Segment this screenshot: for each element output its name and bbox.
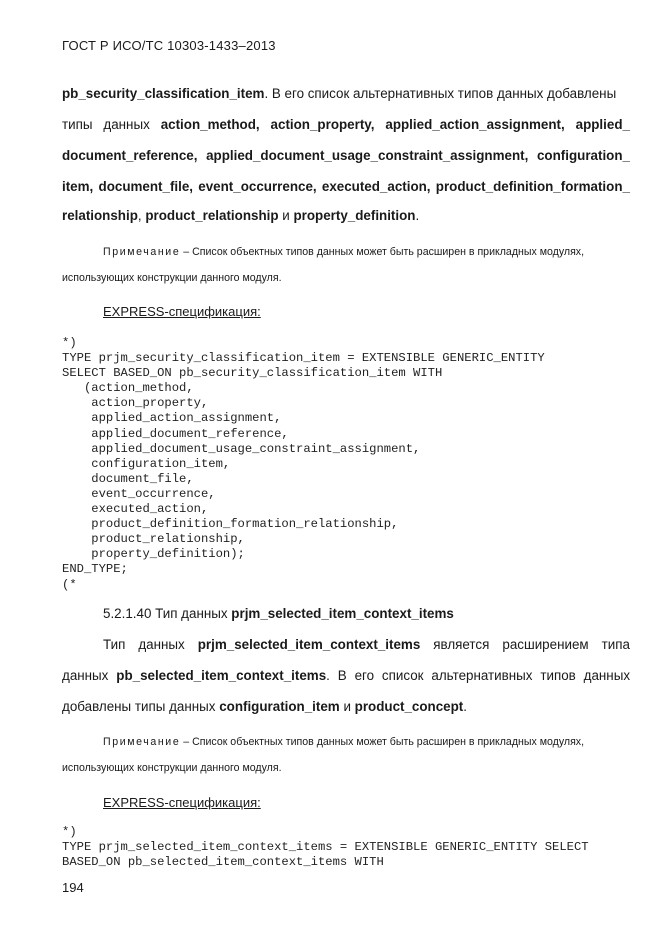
note1	[103, 246, 584, 258]
express-spec-heading-2: EXPRESS-спецификация:	[103, 795, 261, 810]
note2-line2: использующих конструкции данного модуля.	[62, 762, 282, 774]
text-run: и	[278, 208, 294, 223]
word: является	[433, 637, 490, 652]
para1-line5	[62, 209, 419, 222]
word: Тип	[103, 637, 126, 652]
note-text: – Список объектных типов данных может быть расширен в прикладных модулях,	[180, 246, 585, 258]
text-run: .	[415, 208, 420, 223]
code-block-1: *) TYPE prjm_security_classification_item = EXTENSIBLE GENERIC_ENTITY SELECT BASED_ON pb_security_classification_item WITH (action_method, action_property, applied_action_assignment, applied_document_reference, applied_document_usage_constraint_assignment, configuration_item, document_file, event_occurrence, executed_action, product_definition_formation_relationship, product_relationship, property_definition); END_TYPE; (*	[62, 336, 545, 592]
term: property_definition	[293, 208, 416, 223]
term: configuration_item	[219, 699, 340, 714]
code-block-2: *) TYPE prjm_selected_item_context_items = EXTENSIBLE GENERIC_ENTITY SELECT BASED_ON pb_selected_item_context_items WITH	[62, 825, 589, 870]
term: action_property,	[270, 117, 375, 132]
text-run: добавлены типы данных	[62, 699, 220, 714]
term: document_reference,	[62, 148, 198, 163]
term: prjm_selected_item_context_items	[197, 637, 421, 652]
para1-line3	[62, 148, 630, 163]
page-number: 194	[62, 880, 84, 895]
term: item,	[62, 179, 94, 194]
section-prefix: Тип данных	[155, 606, 228, 621]
term: relationship	[62, 208, 138, 223]
text-run: и	[339, 699, 355, 714]
note-text: – Список объектных типов данных может быть расширен в прикладных модулях,	[180, 736, 585, 748]
term: product_definition_formation_	[435, 179, 630, 194]
word: типа	[601, 637, 630, 652]
text-run: .	[463, 699, 467, 714]
express-spec-heading: EXPRESS-спецификация:	[103, 304, 261, 319]
note1-line2: использующих конструкции данного модуля.	[62, 272, 282, 284]
text-run: ,	[137, 208, 146, 223]
term: applied_document_usage_constraint_assignment,	[206, 148, 529, 163]
term: configuration_	[536, 148, 630, 163]
para1-line1	[62, 87, 616, 100]
term: pb_selected_item_context_items	[116, 668, 327, 683]
word: данных	[103, 117, 150, 132]
section-name: prjm_selected_item_context_items	[231, 606, 454, 621]
term: product_relationship	[145, 208, 279, 223]
page-header: ГОСТ Р ИСО/ТС 10303-1433–2013	[62, 38, 276, 53]
term: event_occurrence,	[198, 179, 317, 194]
note2	[103, 736, 584, 748]
word: расширением	[502, 637, 589, 652]
term: document_file,	[98, 179, 194, 194]
word: данных	[138, 637, 185, 652]
para2-line3	[62, 700, 467, 713]
text-run: . В его список альтернативных типов данных	[326, 668, 631, 683]
term: pb_security_classification_item	[62, 86, 265, 101]
term: applied_action_assignment,	[385, 117, 565, 132]
text-run: . В его список альтернативных типов данных добавлены	[264, 86, 617, 101]
section-number: 5.2.1.40	[103, 606, 152, 621]
term: applied_	[575, 117, 630, 132]
para1-line4	[62, 179, 630, 194]
word: типы	[62, 117, 93, 132]
para2-line2	[62, 669, 630, 682]
para1-line2	[62, 117, 630, 132]
term: action_method,	[160, 117, 260, 132]
section-heading	[103, 607, 454, 620]
term: product_concept	[354, 699, 464, 714]
para2-line1	[103, 637, 630, 652]
note-label: Примечание	[103, 246, 181, 258]
term: executed_action,	[321, 179, 431, 194]
text-run: данных	[62, 668, 117, 683]
note-label: Примечание	[103, 736, 181, 748]
